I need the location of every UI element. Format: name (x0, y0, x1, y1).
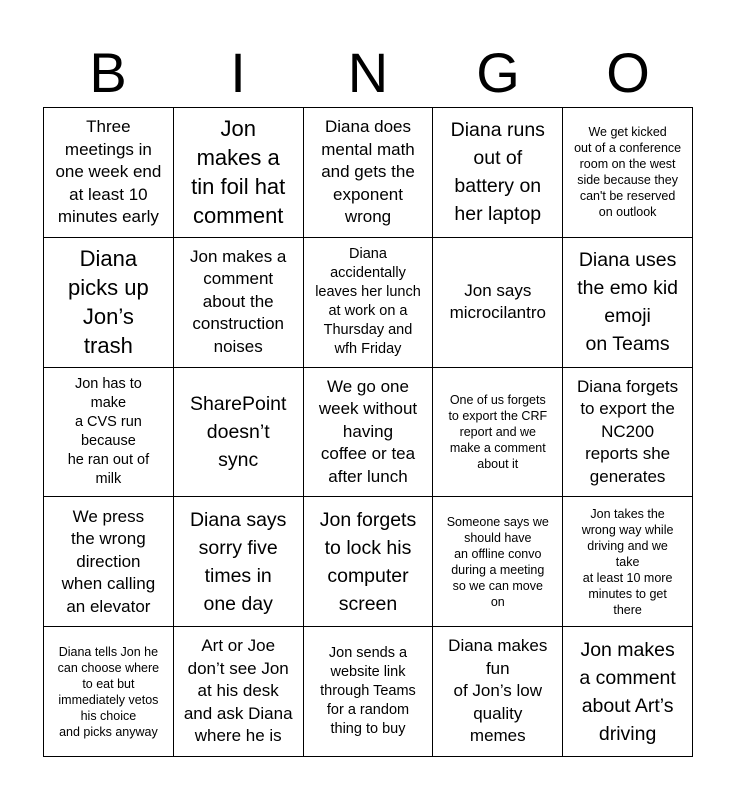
bingo-cell[interactable]: Jon makes a comment about Art’s driving (563, 627, 693, 757)
bingo-cell[interactable]: Art or Joe don’t see Jon at his desk and ask Diana where he is (174, 627, 304, 757)
bingo-cell[interactable]: Diana uses the emo kid emoji on Teams (563, 238, 693, 368)
bingo-cell[interactable]: Jon has to make a CVS run because he ran out of milk (44, 368, 174, 498)
bingo-cell[interactable]: Diana makes fun of Jon’s low quality memes (433, 627, 563, 757)
bingo-cell[interactable]: We get kicked out of a conference room on the west side because they can't be reserved on outlook (563, 108, 693, 238)
bingo-cell[interactable]: SharePoint doesn’t sync (174, 368, 304, 498)
bingo-cell[interactable]: Diana accidentally leaves her lunch at work on a Thursday and wfh Friday (304, 238, 434, 368)
bingo-cell[interactable]: Diana runs out of battery on her laptop (433, 108, 563, 238)
bingo-cell[interactable]: Jon makes a tin foil hat comment (174, 108, 304, 238)
bingo-cell[interactable]: We press the wrong direction when calling an elevator (44, 497, 174, 627)
header-letter-n: N (347, 41, 389, 104)
bingo-cell[interactable]: Diana picks up Jon’s trash (44, 238, 174, 368)
bingo-cell[interactable]: Diana says sorry five times in one day (174, 497, 304, 627)
header-letter-b: B (89, 41, 127, 104)
bingo-header (43, 40, 693, 106)
bingo-cell[interactable]: Jon makes a comment about the construction noises (174, 238, 304, 368)
bingo-cell[interactable]: Jon says microcilantro (433, 238, 563, 368)
bingo-cell[interactable]: We go one week without having coffee or tea after lunch (304, 368, 434, 498)
bingo-cell[interactable]: One of us forgets to export the CRF report and we make a comment about it (433, 368, 563, 498)
bingo-cell[interactable]: Diana tells Jon he can choose where to eat but immediately vetos his choice and picks anyway (44, 627, 174, 757)
bingo-cell[interactable]: Three meetings in one week end at least 10 minutes early (44, 108, 174, 238)
header-letter-o: O (606, 41, 650, 104)
header-letter-g: G (476, 41, 520, 104)
bingo-cell[interactable]: Jon forgets to lock his computer screen (304, 497, 434, 627)
header-letter-i: I (230, 41, 246, 104)
bingo-cell[interactable]: Diana does mental math and gets the exponent wrong (304, 108, 434, 238)
bingo-grid (43, 107, 693, 757)
bingo-cell[interactable]: Jon takes the wrong way while driving and we take at least 10 more minutes to get there (563, 497, 693, 627)
bingo-cell[interactable]: Jon sends a website link through Teams for a random thing to buy (304, 627, 434, 757)
bingo-cell[interactable]: Someone says we should have an offline convo during a meeting so we can move on (433, 497, 563, 627)
bingo-cell[interactable]: Diana forgets to export the NC200 reports she generates (563, 368, 693, 498)
